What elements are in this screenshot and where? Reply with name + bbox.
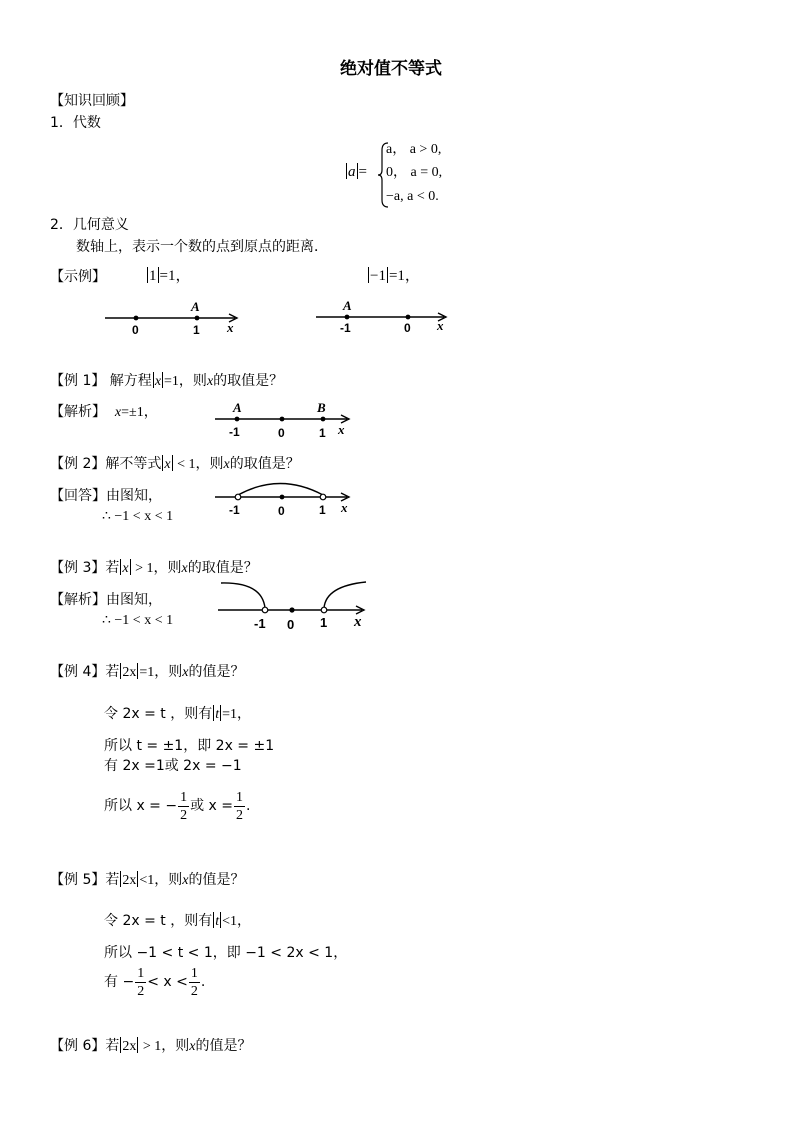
axis-label-x: x bbox=[354, 614, 362, 630]
open-point-minus-one bbox=[235, 494, 241, 500]
number-line-demo-2 bbox=[316, 298, 456, 338]
fraction-one-half: $\frac{1}{2}$ bbox=[137, 965, 145, 999]
example-1-answer: 【解析】 x=±1， bbox=[50, 404, 158, 420]
tick-label: 0 bbox=[287, 617, 295, 632]
geometry-description: 数轴上，表示一个数的点到原点的距离． bbox=[76, 239, 328, 255]
point-a bbox=[195, 316, 200, 321]
example-1-question: 【例 1】 解方程 x =1，则x的取值是？ bbox=[50, 373, 284, 389]
open-point-one bbox=[321, 607, 327, 613]
piecewise-row-zero: 0， a = 0, bbox=[386, 165, 443, 180]
axis-label-x: x bbox=[227, 320, 234, 335]
tick-label: 1 bbox=[319, 426, 326, 440]
demo-tag: 【示例】 bbox=[50, 269, 106, 285]
tick-label: -1 bbox=[229, 425, 240, 439]
tick-label: 1 bbox=[193, 323, 200, 337]
number-line-example-1 bbox=[215, 398, 365, 440]
point-zero bbox=[406, 315, 411, 320]
point-b bbox=[321, 417, 326, 422]
right-ray-curve bbox=[324, 582, 366, 608]
piecewise-row-positive: a， a > 0, bbox=[386, 142, 442, 157]
point-zero bbox=[280, 417, 285, 422]
point-a bbox=[345, 315, 350, 320]
section-geometry-heading: 2．几何意义 bbox=[50, 217, 129, 233]
tick-label: 0 bbox=[278, 504, 285, 518]
example-3-inequality: ∴ −1 < x < 1 bbox=[102, 613, 174, 628]
left-ray-curve bbox=[221, 583, 265, 608]
fraction-one-half: $\frac{1}{2}$ bbox=[236, 789, 244, 823]
point-zero bbox=[280, 495, 285, 500]
number-line-demo-1 bbox=[105, 298, 245, 338]
number-line-example-2 bbox=[215, 476, 365, 518]
example-4-question: 【例 4】若 2x =1，则x的值是？ bbox=[50, 664, 245, 680]
example-4-step-2: 所以 t = ±1，即 2x = ±1 bbox=[104, 738, 275, 754]
point-label: A bbox=[191, 299, 200, 314]
open-point-minus-one bbox=[262, 607, 268, 613]
example-3-answer: 【解析】由图知， bbox=[50, 592, 162, 608]
example-5-step-2: 所以 −1 < t < 1，即 −1 < 2x < 1， bbox=[104, 945, 348, 961]
point-label: A bbox=[343, 298, 352, 313]
demo-equation-2: −1 =1， bbox=[370, 268, 420, 284]
tick-label: 0 bbox=[404, 321, 411, 335]
example-3-question: 【例 3】若 x > 1，则x的取值是？ bbox=[50, 560, 258, 576]
fraction-one-half: $\frac{1}{2}$ bbox=[190, 965, 198, 999]
tick-label: 0 bbox=[132, 323, 139, 337]
section-review-heading: 【知识回顾】 bbox=[50, 93, 134, 109]
point-a bbox=[235, 417, 240, 422]
axis-label-x: x bbox=[341, 500, 348, 515]
example-2-inequality: ∴ −1 < x < 1 bbox=[102, 509, 174, 524]
interval-arc bbox=[238, 484, 323, 496]
example-5-step-3: 有 − $\frac{1}{2}$ < x < $\frac{1}{2}$ . bbox=[104, 965, 206, 999]
page-title: 绝对值不等式 bbox=[340, 59, 442, 79]
example-6-question: 【例 6】若 2x > 1，则x的值是？ bbox=[50, 1038, 252, 1054]
fraction-one-half: $\frac{1}{2}$ bbox=[180, 789, 188, 823]
example-4-step-3: 有 2x =1或 2x = −1 bbox=[104, 758, 242, 774]
tick-label: -1 bbox=[340, 321, 351, 335]
number-line-example-3 bbox=[218, 580, 378, 632]
point-label: A bbox=[233, 400, 242, 415]
point-zero bbox=[289, 607, 294, 612]
axis-label-x: x bbox=[338, 422, 345, 437]
axis-label-x: x bbox=[437, 318, 444, 333]
example-4-step-4: 所以 x = − $\frac{1}{2}$ 或 x = $\frac{1}{2}$ . bbox=[104, 789, 251, 823]
example-2-answer: 【回答】由图知， bbox=[50, 488, 162, 504]
example-5-step-1: 令 2x = t ，则有 t <1， bbox=[104, 913, 252, 929]
tick-label: -1 bbox=[229, 503, 240, 517]
section-algebra-heading: 1．代数 bbox=[50, 115, 101, 131]
open-point-one bbox=[320, 494, 326, 500]
tick-label: 0 bbox=[278, 426, 285, 440]
tick-label: 1 bbox=[320, 615, 328, 630]
point-label: B bbox=[317, 400, 326, 415]
example-5-question: 【例 5】若 2x <1，则x的值是？ bbox=[50, 872, 245, 888]
piecewise-row-negative: −a, a < 0. bbox=[386, 189, 439, 204]
tick-label: -1 bbox=[254, 616, 266, 631]
demo-equation-1: 1 =1， bbox=[149, 268, 191, 284]
point-zero bbox=[134, 316, 139, 321]
piecewise-lhs: a = bbox=[348, 164, 367, 180]
tick-label: 1 bbox=[319, 503, 326, 517]
example-4-step-1: 令 2x = t ，则有 t =1， bbox=[104, 706, 252, 722]
example-2-question: 【例 2】解不等式 x < 1，则x的取值是？ bbox=[50, 456, 300, 472]
